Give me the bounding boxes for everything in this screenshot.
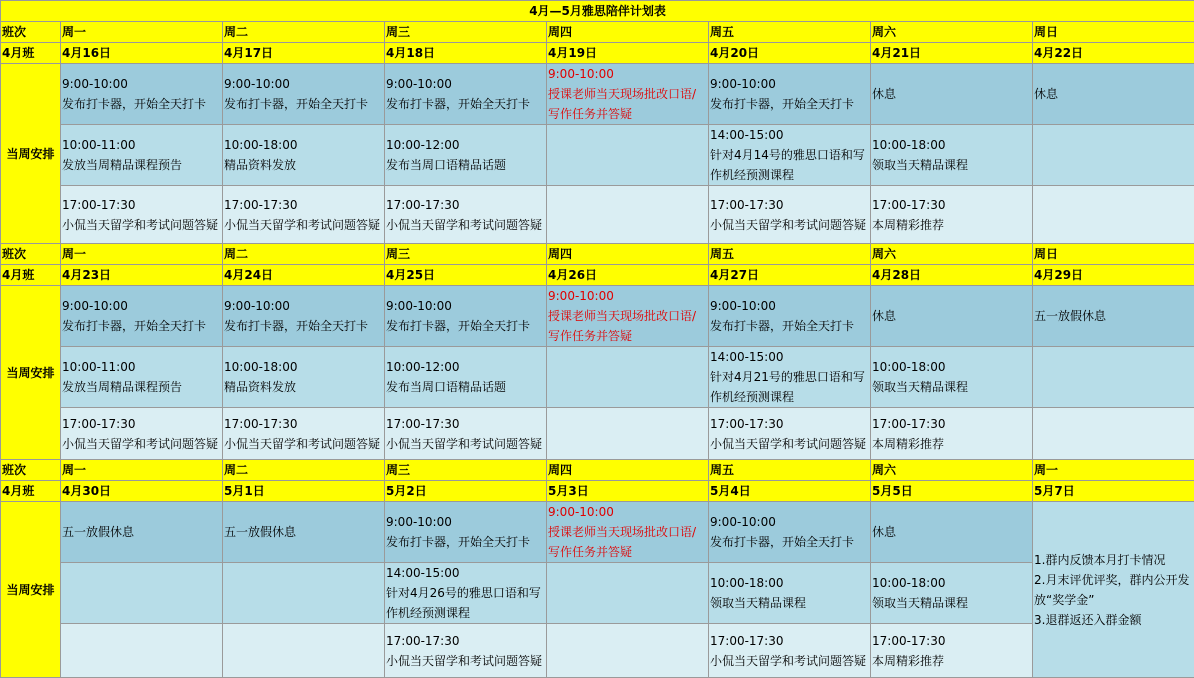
date-cell: 4月29日 xyxy=(1033,265,1194,286)
date-cell: 4月30日 xyxy=(61,481,223,502)
weekday-header: 周一 xyxy=(61,460,223,481)
date-cell: 4月18日 xyxy=(385,43,547,64)
weekday-header: 周六 xyxy=(871,460,1033,481)
schedule-cell: 五一放假休息 xyxy=(61,502,223,563)
schedule-cell xyxy=(547,347,709,408)
schedule-cell: 9:00-10:00 发布打卡器，开始全天打卡 xyxy=(223,64,385,125)
schedule-cell: 10:00-11:00 发放当周精品课程预告 xyxy=(61,347,223,408)
schedule-cell: 17:00-17:30 小侃当天留学和考试问题答疑 xyxy=(385,408,547,460)
date-cell: 4月27日 xyxy=(709,265,871,286)
schedule-row xyxy=(1,408,1194,460)
date-cell: 5月1日 xyxy=(223,481,385,502)
weekday-header: 周三 xyxy=(385,460,547,481)
schedule-cell: 五一放假休息 xyxy=(223,502,385,563)
weekly-arrangement-label: 当周安排 xyxy=(1,502,61,678)
date-cell: 5月3日 xyxy=(547,481,709,502)
week-header-row xyxy=(1,22,1194,43)
schedule-cell: 休息 xyxy=(871,502,1033,563)
schedule-cell: 17:00-17:30 本周精彩推荐 xyxy=(871,624,1033,678)
schedule-cell: 9:00-10:00 发布打卡器，开始全天打卡 xyxy=(709,64,871,125)
date-cell: 5月5日 xyxy=(871,481,1033,502)
date-cell: 5月4日 xyxy=(709,481,871,502)
schedule-cell: 14:00-15:00 针对4月14号的雅思口语和写作机经预测课程 xyxy=(709,125,871,186)
schedule-row xyxy=(1,624,1194,678)
schedule-cell: 休息 xyxy=(871,64,1033,125)
week-header-row xyxy=(1,244,1194,265)
date-row xyxy=(1,43,1194,64)
schedule-cell xyxy=(547,563,709,624)
schedule-cell: 10:00-12:00 发布当周口语精品话题 xyxy=(385,347,547,408)
date-cell: 4月20日 xyxy=(709,43,871,64)
schedule-cell: 9:00-10:00 授课老师当天现场批改口语/写作任务并答疑 xyxy=(547,286,709,347)
schedule-cell: 17:00-17:30 小侃当天留学和考试问题答疑 xyxy=(709,186,871,244)
schedule-cell xyxy=(223,563,385,624)
weekday-header: 周四 xyxy=(547,460,709,481)
month-end-summary-cell: 1.群内反馈本月打卡情况 2.月末评优评奖，群内公开发放“奖学金” 3.退群返还入群金额 xyxy=(1033,502,1194,678)
date-cell: 4月26日 xyxy=(547,265,709,286)
schedule-cell: 17:00-17:30 小侃当天留学和考试问题答疑 xyxy=(223,186,385,244)
schedule-cell: 17:00-17:30 小侃当天留学和考试问题答疑 xyxy=(709,624,871,678)
schedule-cell: 17:00-17:30 本周精彩推荐 xyxy=(871,186,1033,244)
weekday-header: 周六 xyxy=(871,244,1033,265)
class-name: 4月班 xyxy=(1,481,61,502)
date-row xyxy=(1,265,1194,286)
schedule-cell: 14:00-15:00 针对4月26号的雅思口语和写作机经预测课程 xyxy=(385,563,547,624)
schedule-cell: 10:00-18:00 精品资料发放 xyxy=(223,125,385,186)
schedule-cell: 9:00-10:00 发布打卡器，开始全天打卡 xyxy=(385,502,547,563)
schedule-cell: 休息 xyxy=(871,286,1033,347)
schedule-cell: 9:00-10:00 发布打卡器，开始全天打卡 xyxy=(61,64,223,125)
date-cell: 4月23日 xyxy=(61,265,223,286)
weekly-arrangement-label: 当周安排 xyxy=(1,286,61,460)
weekday-header: 周四 xyxy=(547,244,709,265)
class-label: 班次 xyxy=(1,460,61,481)
schedule-row xyxy=(1,502,1194,563)
schedule-cell: 10:00-18:00 领取当天精品课程 xyxy=(709,563,871,624)
schedule-cell: 10:00-12:00 发布当周口语精品话题 xyxy=(385,125,547,186)
schedule-cell: 17:00-17:30 小侃当天留学和考试问题答疑 xyxy=(709,408,871,460)
schedule-cell xyxy=(61,563,223,624)
schedule-cell: 9:00-10:00 发布打卡器，开始全天打卡 xyxy=(61,286,223,347)
weekday-header: 周四 xyxy=(547,22,709,43)
schedule-cell: 10:00-18:00 精品资料发放 xyxy=(223,347,385,408)
weekday-header: 周一 xyxy=(61,244,223,265)
weekday-header: 周二 xyxy=(223,460,385,481)
weekday-header: 周三 xyxy=(385,22,547,43)
weekday-header: 周六 xyxy=(871,22,1033,43)
weekday-header: 周日 xyxy=(1033,22,1194,43)
table-title: 4月—5月雅思陪伴计划表 xyxy=(1,1,1194,22)
schedule-cell: 10:00-11:00 发放当周精品课程预告 xyxy=(61,125,223,186)
schedule-cell xyxy=(547,408,709,460)
schedule-cell: 9:00-10:00 发布打卡器，开始全天打卡 xyxy=(709,286,871,347)
schedule-cell xyxy=(1033,347,1194,408)
schedule-cell: 10:00-18:00 领取当天精品课程 xyxy=(871,125,1033,186)
schedule-cell xyxy=(547,186,709,244)
weekday-header: 周五 xyxy=(709,460,871,481)
class-label: 班次 xyxy=(1,244,61,265)
date-row xyxy=(1,481,1194,502)
schedule-cell: 五一放假休息 xyxy=(1033,286,1194,347)
schedule-cell: 14:00-15:00 针对4月21号的雅思口语和写作机经预测课程 xyxy=(709,347,871,408)
schedule-cell xyxy=(547,125,709,186)
date-cell: 5月7日 xyxy=(1033,481,1194,502)
schedule-cell: 9:00-10:00 发布打卡器，开始全天打卡 xyxy=(385,286,547,347)
weekday-header: 周五 xyxy=(709,22,871,43)
weekday-header: 周二 xyxy=(223,244,385,265)
date-cell: 4月16日 xyxy=(61,43,223,64)
schedule-cell: 9:00-10:00 发布打卡器，开始全天打卡 xyxy=(223,286,385,347)
date-cell: 4月21日 xyxy=(871,43,1033,64)
schedule-cell xyxy=(1033,186,1194,244)
schedule-cell: 10:00-18:00 领取当天精品课程 xyxy=(871,563,1033,624)
schedule-row xyxy=(1,563,1194,624)
schedule-cell xyxy=(61,624,223,678)
schedule-cell xyxy=(1033,408,1194,460)
weekday-header: 周一 xyxy=(61,22,223,43)
date-cell: 4月19日 xyxy=(547,43,709,64)
schedule-cell xyxy=(223,624,385,678)
week-header-row xyxy=(1,460,1194,481)
schedule-row xyxy=(1,64,1194,125)
schedule-cell xyxy=(547,624,709,678)
date-cell: 4月28日 xyxy=(871,265,1033,286)
schedule-cell: 17:00-17:30 小侃当天留学和考试问题答疑 xyxy=(61,408,223,460)
date-cell: 4月25日 xyxy=(385,265,547,286)
schedule-cell: 9:00-10:00 发布打卡器，开始全天打卡 xyxy=(709,502,871,563)
schedule-cell: 17:00-17:30 小侃当天留学和考试问题答疑 xyxy=(385,186,547,244)
schedule-cell: 10:00-18:00 领取当天精品课程 xyxy=(871,347,1033,408)
weekday-header: 周三 xyxy=(385,244,547,265)
date-cell: 4月24日 xyxy=(223,265,385,286)
weekday-header: 周一 xyxy=(1033,460,1194,481)
schedule-cell: 17:00-17:30 本周精彩推荐 xyxy=(871,408,1033,460)
schedule-row xyxy=(1,286,1194,347)
weekly-arrangement-label: 当周安排 xyxy=(1,64,61,244)
class-label: 班次 xyxy=(1,22,61,43)
date-cell: 4月22日 xyxy=(1033,43,1194,64)
weekday-header: 周二 xyxy=(223,22,385,43)
schedule-cell xyxy=(1033,125,1194,186)
schedule-cell: 9:00-10:00 授课老师当天现场批改口语/写作任务并答疑 xyxy=(547,64,709,125)
class-name: 4月班 xyxy=(1,265,61,286)
date-cell: 4月17日 xyxy=(223,43,385,64)
weekday-header: 周五 xyxy=(709,244,871,265)
schedule-row xyxy=(1,347,1194,408)
schedule-row xyxy=(1,186,1194,244)
schedule-cell: 17:00-17:30 小侃当天留学和考试问题答疑 xyxy=(223,408,385,460)
schedule-cell: 17:00-17:30 小侃当天留学和考试问题答疑 xyxy=(61,186,223,244)
schedule-cell: 休息 xyxy=(1033,64,1194,125)
date-cell: 5月2日 xyxy=(385,481,547,502)
schedule-cell: 9:00-10:00 发布打卡器，开始全天打卡 xyxy=(385,64,547,125)
schedule-cell: 9:00-10:00 授课老师当天现场批改口语/写作任务并答疑 xyxy=(547,502,709,563)
schedule-cell: 17:00-17:30 小侃当天留学和考试问题答疑 xyxy=(385,624,547,678)
weekday-header: 周日 xyxy=(1033,244,1194,265)
class-name: 4月班 xyxy=(1,43,61,64)
schedule-row xyxy=(1,125,1194,186)
